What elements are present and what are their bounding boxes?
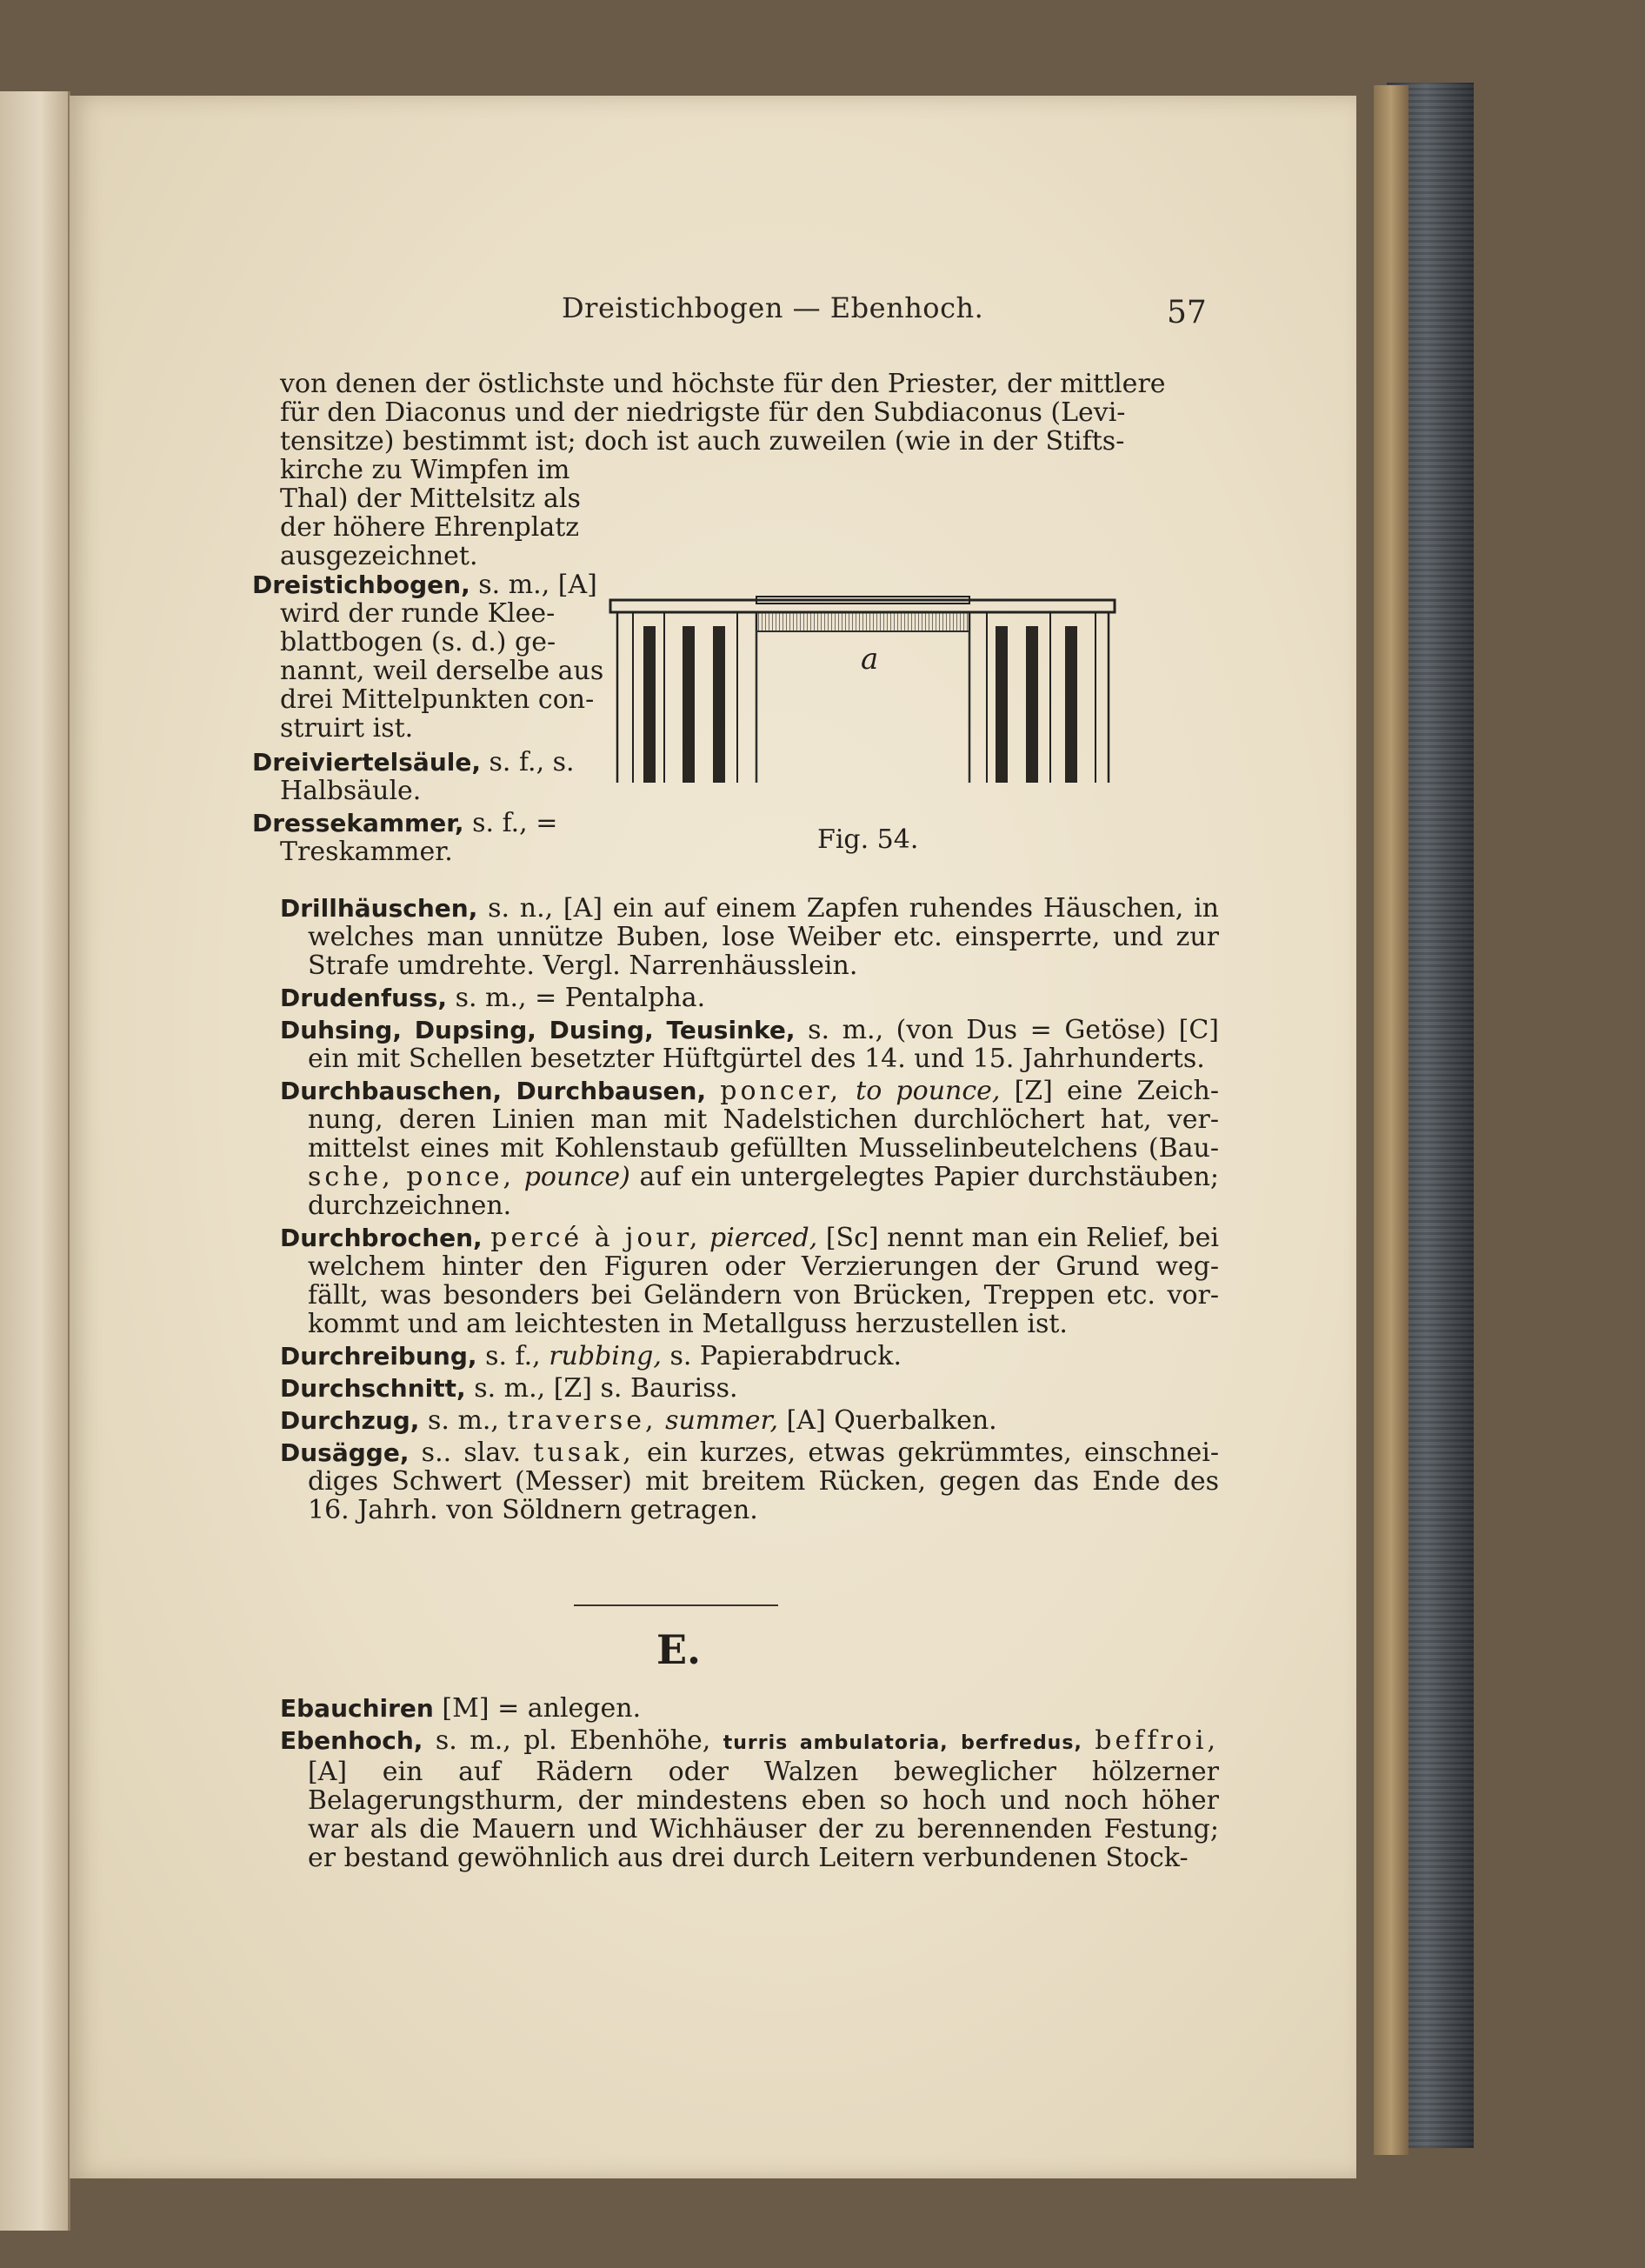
- headword: Durchbrochen,: [280, 1224, 483, 1252]
- intro-paragraph: [280, 370, 1219, 456]
- entry-text: s. f.,: [485, 1341, 541, 1371]
- entry-text: [A] ein auf Rädern oder Walzen beweglicher hölzerner: [308, 1757, 1219, 1787]
- headword: Dreiviertelsäule,: [252, 748, 481, 777]
- headword: Dusägge,: [280, 1438, 410, 1467]
- entry-text: s. m., [A]: [478, 570, 597, 600]
- entry-text: s. m., (von Dus = Getöse) [C]: [808, 1015, 1219, 1045]
- entry-durchreibung: [280, 1342, 1219, 1371]
- wrapped-column: [252, 455, 632, 867]
- entry-text: kommt und am leichtesten in Metallguss herzustellen ist.: [308, 1309, 1068, 1339]
- entry-text: [Sc] nennt man ein Relief,: [825, 1223, 1170, 1253]
- latin-term: berfredus,: [961, 1732, 1082, 1754]
- headword: Durchreibung,: [280, 1342, 477, 1371]
- entry-durchbrochen: [280, 1224, 1219, 1338]
- entry-text: s. f., s.: [489, 747, 575, 777]
- entry-durchbauschen: [280, 1077, 1219, 1220]
- entry-text: zur Strafe umdrehte. Vergl. Narrenhäusslein.: [308, 922, 1219, 981]
- headword: Durchbauschen, Durchbausen,: [280, 1077, 707, 1105]
- entry-text: bei welchem hinter den Figuren oder Verzierungen der Grund weg-: [308, 1223, 1219, 1282]
- entry-text: 16. Jahrh. von Söldnern getragen.: [308, 1495, 758, 1525]
- entry-dusaege: [280, 1438, 1219, 1524]
- text-line: blattbogen (s. d.) ge-: [280, 627, 556, 657]
- text-line: für den Diaconus und der niedrigste für den Subdiaconus (Levi-: [280, 397, 1126, 428]
- entry-dressekammer: [252, 809, 632, 837]
- entry-ebauchiren: [280, 1694, 1219, 1723]
- english-term: rubbing,: [549, 1341, 662, 1371]
- previous-page-edge: [0, 91, 70, 2231]
- running-head: Dreistichbogen — Ebenhoch.: [562, 291, 984, 324]
- english-term: to pounce,: [856, 1076, 1001, 1106]
- entry-drillhaeuschen: [280, 894, 1219, 980]
- text-line: drei Mittelpunkten con-: [280, 684, 595, 715]
- text-line: Thal) der Mittelsitz als: [280, 484, 581, 514]
- headword: Ebauchiren: [280, 1694, 434, 1723]
- entry-text: s.. slav.: [421, 1438, 522, 1468]
- entry-text: war als die Mauern und Wichhäuser der zu berennenden Festung;: [308, 1814, 1219, 1844]
- entry-text: s. m., = Pentalpha.: [455, 983, 706, 1013]
- entry-ebenhoch: [280, 1726, 1219, 1872]
- latin-term: turris ambulatoria,: [723, 1732, 949, 1754]
- entry-text: auf ein untergelegtes Papier durchstäuben;: [639, 1162, 1220, 1192]
- entry-duhsing: [280, 1016, 1219, 1073]
- entry-drudenfuss: [280, 984, 1219, 1012]
- entry-text: ein kurzes, etwas gekrümmtes, einschnei-: [646, 1438, 1219, 1468]
- entry-dreiviertelsaeule: [252, 748, 632, 777]
- headword: Drillhäuschen,: [280, 894, 478, 923]
- book-page: [70, 96, 1356, 2178]
- headword: Duhsing, Dupsing, Dusing, Teusinke,: [280, 1016, 796, 1044]
- french-term: percé à jour,: [490, 1223, 702, 1253]
- french-term: beffroi,: [1095, 1725, 1219, 1756]
- section-divider: [574, 1604, 778, 1606]
- headword: Dressekammer,: [252, 809, 464, 837]
- entry-durchschnitt: [280, 1374, 1219, 1403]
- entry-text: [A] Querbalken.: [786, 1405, 997, 1436]
- entry-text: [Z] eine Zeich-: [1014, 1076, 1220, 1106]
- entry-text: diges Schwert (Messer) mit breitem Rücken, gegen das Ende des: [308, 1466, 1219, 1497]
- entries-full-width: [280, 894, 1219, 1524]
- headword: Dreistichbogen,: [252, 570, 470, 599]
- entry-text: Belagerungsthurm, der mindestens eben so hoch und noch höher: [308, 1785, 1219, 1816]
- entry-text: er bestand gewöhnlich aus drei durch Leitern verbundenen Stock-: [308, 1843, 1189, 1873]
- text-line: wird der runde Klee-: [280, 598, 556, 629]
- entry-text: s. f., =: [472, 808, 558, 838]
- english-term: pounce): [523, 1162, 630, 1192]
- section-heading-e: E.: [656, 1626, 702, 1673]
- text-line: von denen der östlichste und höchste für den Priester, der mittlere: [280, 369, 1166, 399]
- english-term: summer,: [665, 1405, 779, 1436]
- slavic-term: tusak,: [533, 1438, 635, 1468]
- book-cover-board: [1374, 85, 1409, 2155]
- entry-text: s. m., [Z] s. Bauriss.: [474, 1373, 738, 1404]
- text-line: nannt, weil derselbe aus: [280, 656, 604, 686]
- entry-text: fällt, was besonders bei Geländern von Brücken, Treppen etc. vor-: [308, 1280, 1219, 1311]
- text-line: tensitze) bestimmt ist; doch ist auch zuweilen (wie in der Stifts-: [280, 426, 1125, 457]
- english-term: pierced,: [709, 1223, 818, 1253]
- headword: Drudenfuss,: [280, 984, 448, 1012]
- french-term: sche, ponce,: [308, 1162, 516, 1192]
- entry-text: s. m.,: [427, 1405, 499, 1436]
- text-line: Halbsäule.: [280, 776, 422, 806]
- text-line: kirche zu Wimpfen im: [280, 455, 570, 485]
- headword: Durchzug,: [280, 1406, 420, 1435]
- figure-caption: Fig. 54.: [817, 824, 919, 855]
- french-term: traverse,: [507, 1405, 657, 1436]
- entry-text: [M] = anlegen.: [442, 1693, 642, 1724]
- french-term: poncer,: [720, 1076, 842, 1106]
- text-line: struirt ist.: [280, 713, 414, 744]
- entry-dreistichbogen: [252, 570, 632, 599]
- entry-text: s. n., [A] ein auf einem Zapfen ruhendes Häuschen,: [488, 893, 1184, 924]
- page-number: 57: [1167, 295, 1207, 330]
- entry-text: nung, deren Linien man mit Nadelstichen durchlöchert hat, ver-: [308, 1104, 1219, 1135]
- headword: Ebenhoch,: [280, 1726, 423, 1755]
- figure-letter: a: [861, 642, 879, 677]
- entry-text: in welches man unnütze Buben, lose Weiber etc. einsperrte, und: [308, 893, 1219, 952]
- entry-text: s. m., pl. Ebenhöhe,: [435, 1725, 711, 1756]
- text-line: der höhere Ehrenplatz: [280, 512, 580, 543]
- entry-text: s. Papierabdruck.: [669, 1341, 902, 1371]
- text-line: ausgezeichnet.: [280, 541, 478, 571]
- entry-text: durchzeichnen.: [308, 1191, 512, 1221]
- entry-durchzug: [280, 1406, 1219, 1435]
- entries-section-e: [280, 1694, 1219, 1872]
- headword: Durchschnitt,: [280, 1374, 466, 1403]
- entry-text: ein mit Schellen besetzter Hüftgürtel des 14. und 15. Jahrhunderts.: [308, 1044, 1205, 1074]
- entry-text: mittelst eines mit Kohlenstaub gefüllten Musselinbeutelchens (Bau-: [308, 1133, 1219, 1164]
- text-line: Treskammer.: [280, 837, 453, 867]
- page-header: [70, 291, 1356, 335]
